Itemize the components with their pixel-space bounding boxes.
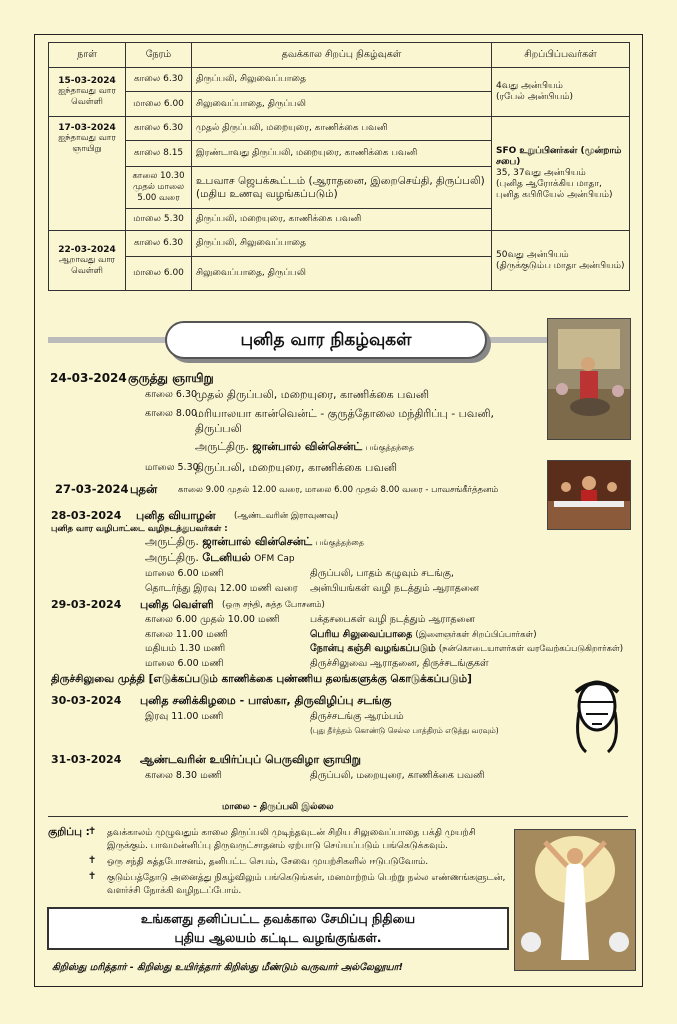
time-text: மாலை 6.00 மணி <box>145 658 224 669</box>
risen-christ-image <box>514 829 636 971</box>
appeal-line-1: உங்களது தனிப்பட்ட தவக்கால சேமிப்பு நிதியை <box>140 911 416 926</box>
header-date: நாள் <box>49 43 126 68</box>
priest-prefix: அருட்திரு. <box>145 551 199 564</box>
event-text: திருச்சிலுவை ஆராதனை, திருச்சடங்குகள் <box>310 658 489 669</box>
time-cell: மாலை 6.00 <box>126 257 192 291</box>
special-line: SFO உறுப்பினர்கள் (மூன்றாம் சபை) <box>496 146 622 167</box>
priest-role: பங்குத்தந்தை <box>315 538 364 547</box>
event-text: திருப்பலி, மறையுரை, காணிக்கை பவனி <box>310 770 485 781</box>
special-line: 4வது அன்பியம் <box>496 81 563 91</box>
lead-text: புனித வார வழிபாட்டை வழிநடத்துபவர்கள் : <box>51 524 228 534</box>
special-line: (ரபேல் அன்பியம்) <box>496 92 573 102</box>
date-31: 31-03-2024 <box>51 753 122 766</box>
time-cell: காலை 10.30 முதல் மாலை 5.00 வரை <box>126 167 192 209</box>
date-text: 22-03-2024 <box>58 244 116 255</box>
priest-line <box>195 440 414 455</box>
event-text: காலை 9.00 முதல் 12.00 வரை, மாலை 6.00 முதல் 8.00 வரை - பாவசங்கீர்த்தனம் <box>178 485 499 495</box>
cross-veneration-text: திருச்சிலுவை முத்தி [எடுக்கப்படும் காணிக்கை புண்ணிய தலங்களுக்கு கொடுக்கப்படும்] <box>51 673 472 685</box>
date-text: 15-03-2024 <box>58 76 116 86</box>
day-27: புதன் <box>130 482 158 496</box>
header-time: நேரம் <box>126 43 192 68</box>
special-line: 35, 37வது அன்பியம் <box>496 168 586 178</box>
special-line: 50வது அன்பியம் <box>496 249 569 260</box>
divider <box>48 816 628 817</box>
time-text: காலை 6.30 <box>145 389 198 400</box>
priest-name: டேனியல் <box>202 551 251 564</box>
date-28: 28-03-2024 <box>51 509 122 522</box>
time-cell: காலை 6.30 <box>126 231 192 257</box>
note-1: தவக்காலம் முழுவதும் காலை திருப்பலி முடிந்தவுடன் சிறிய சிலுவைப்பாதை பக்தி முயற்சி இருக்கும். பாவமன்னிப்பு திருவருட்சாதனம் ஏற்பாடு செய்யப்படும் பங்கெடுக்கவும். <box>107 828 476 851</box>
priest-role: OFM Cap <box>254 554 295 564</box>
time-text: தொடர்ந்து இரவு 12.00 மணி வரை <box>145 583 298 594</box>
event-text: மரியாலயா கான்வென்ட் - குருத்தோலை மந்திரிப்பு - பவனி, <box>195 407 495 420</box>
note-3: குடும்பத்தோடு அனைத்து நிகழ்விலும் பங்கெடுங்கள், மனமாற்றம் பெற்று நல்ல எண்ணங்களுடன், வளர்ச்சி நோக்கி வழிநடப்போம். <box>107 873 506 896</box>
date-30: 30-03-2024 <box>51 694 122 707</box>
appeal-box <box>47 907 509 950</box>
event-text: திருச்சடங்கு ஆரம்பம் <box>310 711 404 722</box>
event-note: (புது தீர்த்தம் கொண்டு செல்ல பாத்திரம் எடுத்து வரவும்) <box>310 726 499 735</box>
day-text: ஆறாவது வார வெள்ளி <box>58 254 116 276</box>
palm-sunday-image <box>547 318 631 440</box>
notes-label: குறிப்பு : <box>48 826 90 838</box>
event-cell: சிலுவைப்பாதை, திருப்பலி <box>192 257 492 291</box>
last-supper-image <box>547 460 631 530</box>
cross-bullet-icon: ✝ <box>88 826 97 837</box>
priest-name: ஜான்பால் வின்சென்ட் <box>202 535 313 548</box>
header-events: தவக்கால சிறப்பு நிகழ்வுகள் <box>192 43 492 68</box>
day-31: ஆண்டவரின் உயிர்ப்புப் பெருவிழா ஞாயிறு <box>140 753 361 766</box>
no-evening-mass: மாலை - திருப்பலி இல்லை <box>222 802 334 812</box>
special-cell <box>492 68 630 117</box>
date-cell <box>49 68 126 117</box>
time-cell: காலை 6.30 <box>126 117 192 141</box>
lent-schedule-table <box>48 42 630 291</box>
table-row <box>49 117 630 141</box>
day-28: புனித வியாழன் <box>136 509 216 522</box>
cross-bullet-icon: ✝ <box>88 855 97 866</box>
time-text: காலை 6.00 முதல் 10.00 மணி <box>145 614 280 625</box>
time-text: மாலை 5.30 <box>145 462 199 473</box>
time-text: மாலை 6.00 மணி <box>145 568 224 579</box>
special-line: (திருக்குடும்ப மாதா அன்பியம்) <box>496 260 625 271</box>
time-text: மதியம் 1.30 மணி <box>145 643 226 654</box>
event-cell: திருப்பலி, மறையுரை, காணிக்கை பவனி <box>192 209 492 231</box>
day-text: ஐந்தாவது வார ஞாயிறு <box>58 133 116 154</box>
special-cell <box>492 231 630 291</box>
cross-bullet-icon: ✝ <box>88 871 97 882</box>
time-cell: மாலை 6.00 <box>126 92 192 117</box>
priest-name: ஜான்பால் வின்சென்ட் <box>252 440 363 453</box>
priest-prefix: அருட்திரு. <box>195 440 249 453</box>
time-text: காலை 8.00 <box>145 408 198 419</box>
day-30: புனித சனிக்கிழமை - பாஸ்கா, திருவிழிப்பு சடங்கு <box>140 694 392 707</box>
event-text: திருப்பலி, பாதம் கழுவும் சடங்கு, <box>310 568 454 579</box>
event-cell: திருப்பலி, சிலுவைப்பாதை <box>192 68 492 92</box>
day-text: ஐந்தாவது வார வெள்ளி <box>58 86 116 107</box>
time-text: காலை 8.30 மணி <box>145 770 222 781</box>
priest-line <box>145 535 364 550</box>
time-text: காலை 11.00 மணி <box>145 629 228 640</box>
date-text: 17-03-2024 <box>58 123 116 133</box>
time-cell: காலை 8.15 <box>126 141 192 167</box>
footer-text: கிறிஸ்து மரித்தார் - கிறிஸ்து உயிர்த்தார் கிறிஸ்து மீண்டும் வருவார் அல்லேலூயா! <box>52 962 403 973</box>
event-cell: சிலுவைப்பாதை, திருப்பலி <box>192 92 492 117</box>
date-cell <box>49 231 126 291</box>
event-cell: உபவாச ஜெபக்கூட்டம் (ஆராதனை, இறைசெய்தி, திருப்பலி) (மதிய உணவு வழங்கப்படும்) <box>192 167 492 209</box>
event-text: திருப்பலி, மறையுரை, காணிக்கை பவனி <box>195 461 398 474</box>
event-cell: திருப்பலி, சிலுவைப்பாதை <box>192 231 492 257</box>
priest-role: பங்குத்தந்தை <box>365 443 414 452</box>
date-27: 27-03-2024 <box>55 482 129 496</box>
crowned-christ-image <box>566 672 628 754</box>
day-note: (ஒரு சந்தி, சுத்த போசனம்) <box>222 600 325 610</box>
header-special: சிறப்பிப்பவர்கள் <box>492 43 630 68</box>
time-cell: காலை 6.30 <box>126 68 192 92</box>
priest-line <box>145 551 295 566</box>
day-note: (ஆண்டவரின் இராவுணவு) <box>234 511 339 521</box>
event-note: (நன்கொடையாளர்கள் வரவேற்கப்படுகிறார்கள்) <box>438 644 624 654</box>
event-cell: இரண்டாவது திருப்பலி, மறையுரை, காணிக்கை பவனி <box>192 141 492 167</box>
event-text: திருப்பலி <box>195 422 242 435</box>
event-text <box>310 643 623 655</box>
event-cell: முதல் திருப்பலி, மறையுரை, காணிக்கை பவனி <box>192 117 492 141</box>
holy-week-title: புனித வார நிகழ்வுகள் <box>165 321 487 359</box>
event-text: பக்தசபைகள் வழி நடத்தும் ஆராதனை <box>310 614 475 625</box>
event-text: முதல் திருப்பலி, மறையுரை, காணிக்கை பவனி <box>195 388 430 401</box>
priest-prefix: அருட்திரு. <box>145 535 199 548</box>
date-cell <box>49 117 126 231</box>
special-cell <box>492 117 630 231</box>
event-highlight: நோன்பு கஞ்சி வழங்கப்படும் <box>310 643 436 654</box>
event-text <box>310 629 537 641</box>
event-note: (இளைஞர்கள் சிறப்பிப்பார்கள்) <box>415 630 537 640</box>
date-24: 24-03-2024 <box>50 371 127 385</box>
time-text: இரவு 11.00 மணி <box>145 711 224 722</box>
event-text: அன்பியங்கள் வழி நடத்தும் ஆராதனை <box>310 583 480 594</box>
day-24: குருத்து ஞாயிறு <box>128 371 214 385</box>
event-highlight: பெரிய சிலுவைப்பாதை <box>310 629 413 640</box>
table-row <box>49 231 630 257</box>
table-header-row <box>49 43 630 68</box>
day-29: புனித வெள்ளி <box>140 598 214 611</box>
date-29: 29-03-2024 <box>51 598 122 611</box>
note-2: ஒரு சந்தி சுத்தபோசனம், தனிபட்ட செபம், சேவை முயற்சிகளில் ஈடுபடுவோம். <box>107 857 429 867</box>
table-row <box>49 68 630 92</box>
appeal-line-2: புதிய ஆலயம் கட்டிட வழங்குங்கள். <box>174 930 382 945</box>
time-cell: மாலை 5.30 <box>126 209 192 231</box>
special-line: (புனித ஆரோக்கிய மாதா, <box>496 179 602 189</box>
special-line: புனித கபிரியேல் அன்பியம்) <box>496 190 613 200</box>
